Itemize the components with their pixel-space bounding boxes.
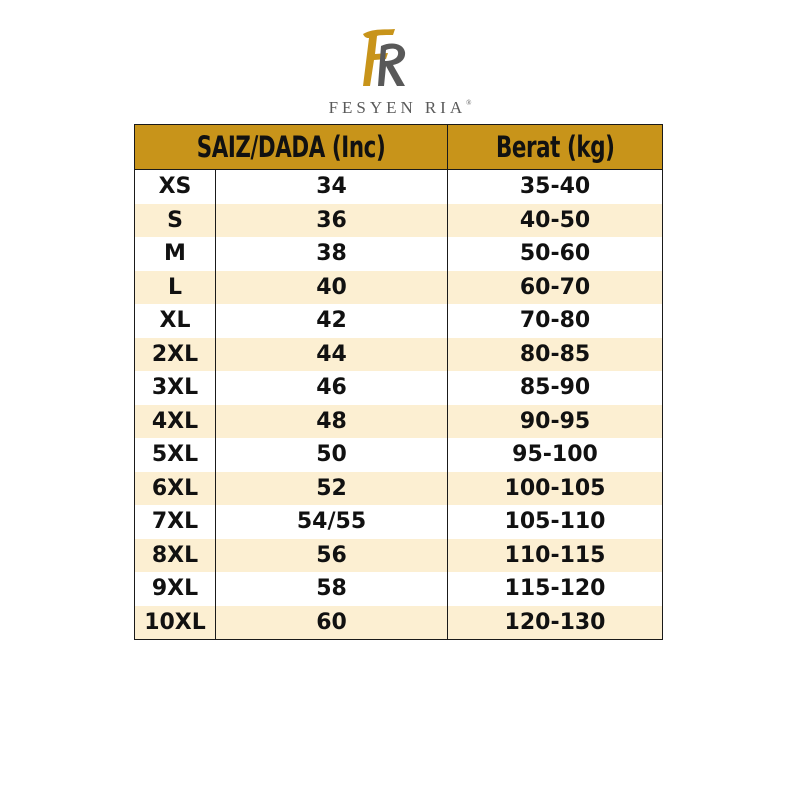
table-row [135, 606, 663, 640]
chest-cell: 40 [216, 271, 448, 305]
weight-cell: 95-100 [448, 438, 663, 472]
chest-cell: 36 [216, 204, 448, 238]
size-cell: XL [135, 304, 216, 338]
size-cell: 5XL [135, 438, 216, 472]
chest-cell: 60 [216, 606, 448, 640]
weight-cell: 100-105 [448, 472, 663, 506]
table-row [135, 505, 663, 539]
brand-logo [0, 22, 800, 122]
brand-name: FESYEN RIA® [328, 98, 472, 117]
size-cell: 9XL [135, 572, 216, 606]
header-size-chest: SAIZ/DADA (Inc) [135, 125, 448, 170]
size-cell: 4XL [135, 405, 216, 439]
chest-cell: 34 [216, 170, 448, 204]
table-header-row [135, 125, 663, 170]
table-row [135, 405, 663, 439]
size-cell: 6XL [135, 472, 216, 506]
table-row [135, 204, 663, 238]
size-cell: 10XL [135, 606, 216, 640]
table-row [135, 237, 663, 271]
weight-cell: 115-120 [448, 572, 663, 606]
weight-cell: 90-95 [448, 405, 663, 439]
table-row [135, 371, 663, 405]
weight-cell: 35-40 [448, 170, 663, 204]
size-cell: XS [135, 170, 216, 204]
table-row [135, 572, 663, 606]
size-cell: 7XL [135, 505, 216, 539]
table-row [135, 539, 663, 573]
table-row [135, 438, 663, 472]
size-cell: 2XL [135, 338, 216, 372]
weight-cell: 80-85 [448, 338, 663, 372]
chest-cell: 48 [216, 405, 448, 439]
chest-cell: 50 [216, 438, 448, 472]
chest-cell: 42 [216, 304, 448, 338]
table-row [135, 338, 663, 372]
chest-cell: 56 [216, 539, 448, 573]
size-cell: 3XL [135, 371, 216, 405]
weight-cell: 110-115 [448, 539, 663, 573]
chest-cell: 46 [216, 371, 448, 405]
weight-cell: 85-90 [448, 371, 663, 405]
size-cell: M [135, 237, 216, 271]
chest-cell: 44 [216, 338, 448, 372]
weight-cell: 50-60 [448, 237, 663, 271]
weight-cell: 70-80 [448, 304, 663, 338]
table-row [135, 271, 663, 305]
size-chart-table [134, 124, 663, 640]
size-cell: L [135, 271, 216, 305]
weight-cell: 105-110 [448, 505, 663, 539]
header-weight: Berat (kg) [448, 125, 663, 170]
weight-cell: 40-50 [448, 204, 663, 238]
weight-cell: 60-70 [448, 271, 663, 305]
table-row [135, 170, 663, 204]
table-row [135, 304, 663, 338]
chest-cell: 54/55 [216, 505, 448, 539]
chest-cell: 52 [216, 472, 448, 506]
size-cell: S [135, 204, 216, 238]
fr-monogram-icon [355, 24, 415, 90]
table-row [135, 472, 663, 506]
weight-cell: 120-130 [448, 606, 663, 640]
chest-cell: 58 [216, 572, 448, 606]
chest-cell: 38 [216, 237, 448, 271]
size-cell: 8XL [135, 539, 216, 573]
